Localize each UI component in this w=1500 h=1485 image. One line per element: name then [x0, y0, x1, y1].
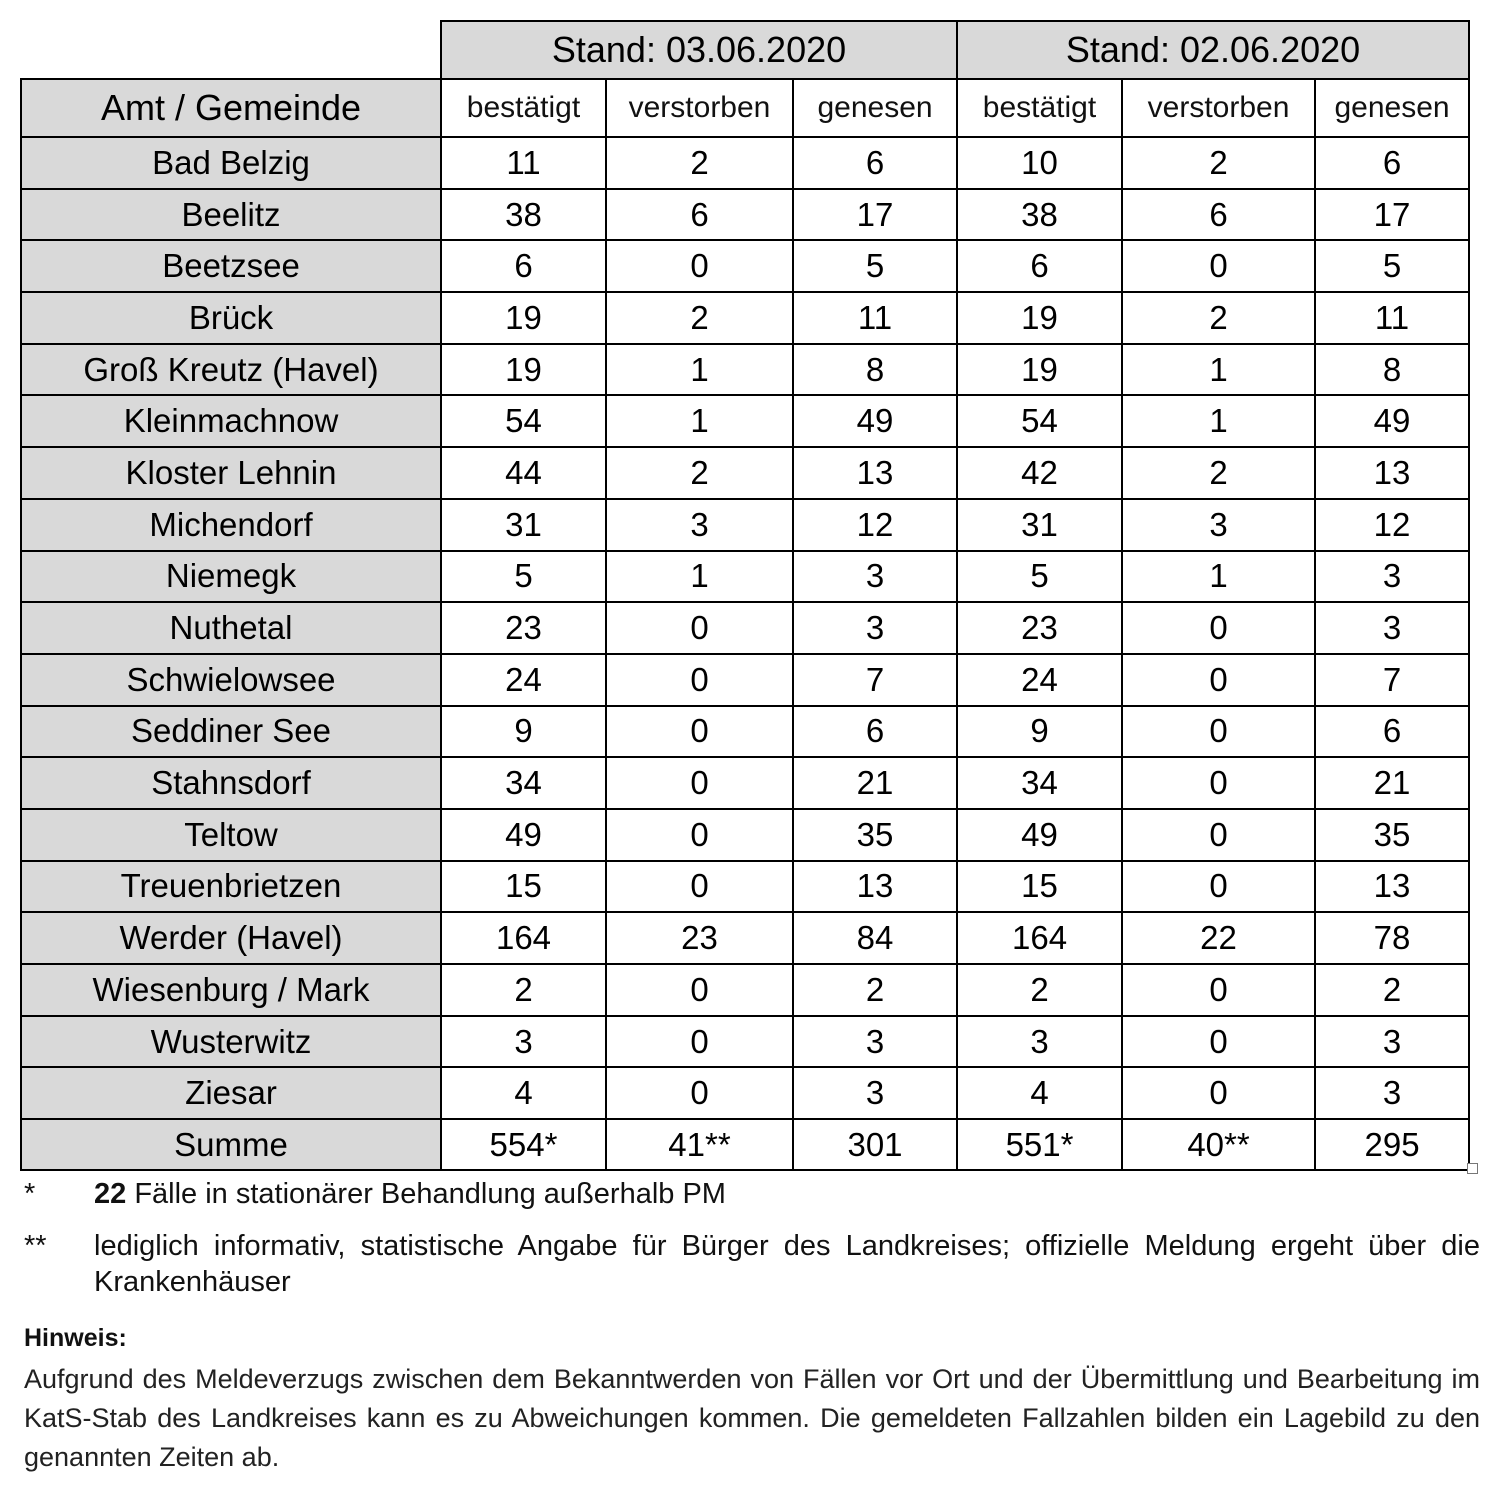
cell-confirmed-previous: 19 [957, 344, 1122, 396]
cell-deceased-previous: 1 [1122, 395, 1315, 447]
cell-confirmed-previous: 38 [957, 189, 1122, 241]
cell-recovered-current: 3 [793, 551, 957, 603]
cell-recovered-previous: 12 [1315, 499, 1469, 551]
cell-confirmed-current: 38 [441, 189, 606, 241]
cell-deceased-current: 2 [606, 137, 793, 189]
column-header-confirmed-current: bestätigt [441, 79, 606, 137]
table-row [21, 1067, 1469, 1119]
cell-deceased-current: 0 [606, 1016, 793, 1068]
cell-deceased-current: 1 [606, 551, 793, 603]
cell-recovered-current: 13 [793, 447, 957, 499]
cell-deceased-current: 23 [606, 912, 793, 964]
table-row [21, 499, 1469, 551]
cell-confirmed-current: 6 [441, 240, 606, 292]
cell-recovered-current: 35 [793, 809, 957, 861]
municipality-name: Wiesenburg / Mark [21, 964, 441, 1016]
cell-deceased-current: 0 [606, 706, 793, 758]
cell-deceased-previous: 0 [1122, 809, 1315, 861]
cell-confirmed-previous: 9 [957, 706, 1122, 758]
corner-label: Amt / Gemeinde [21, 79, 441, 137]
cell-deceased-previous: 1 [1122, 551, 1315, 603]
cell-confirmed-previous: 34 [957, 757, 1122, 809]
table-row [21, 344, 1469, 396]
cell-confirmed-previous: 2 [957, 964, 1122, 1016]
cell-deceased-current: 0 [606, 809, 793, 861]
municipality-name: Werder (Havel) [21, 912, 441, 964]
cell-recovered-previous: 5 [1315, 240, 1469, 292]
sum-confirmed-previous: 551* [957, 1119, 1122, 1170]
footnote-text: lediglich informativ, statistische Angabe für Bürger des Landkreises; offizielle Meldung ergeht über die Krankenhäuser [94, 1230, 1480, 1298]
municipality-name: Schwielowsee [21, 654, 441, 706]
table-row [21, 964, 1469, 1016]
cell-recovered-current: 6 [793, 706, 957, 758]
cell-confirmed-previous: 42 [957, 447, 1122, 499]
cell-deceased-previous: 0 [1122, 602, 1315, 654]
cell-deceased-current: 0 [606, 964, 793, 1016]
table-row [21, 654, 1469, 706]
hint-body: Aufgrund des Meldeverzugs zwischen dem Bekanntwerden von Fällen vor Ort und der Übermittlung und Bearbeitung im KatS-Stab des Landkreises kann es zu Abweichungen kommen. Die gemeldeten Fallzahlen bilden ein Lagebild zu den genannten Zeiten ab. [24, 1364, 1480, 1472]
cell-deceased-current: 0 [606, 654, 793, 706]
sum-recovered-current: 301 [793, 1119, 957, 1170]
table-row [21, 757, 1469, 809]
date-header-previous: Stand: 02.06.2020 [957, 21, 1469, 79]
table-row [21, 551, 1469, 603]
cell-deceased-previous: 0 [1122, 1016, 1315, 1068]
cell-recovered-current: 6 [793, 137, 957, 189]
cell-recovered-previous: 2 [1315, 964, 1469, 1016]
blank-corner-cell [21, 21, 441, 79]
cell-recovered-previous: 49 [1315, 395, 1469, 447]
cell-recovered-current: 13 [793, 861, 957, 913]
municipality-name: Bad Belzig [21, 137, 441, 189]
cell-recovered-current: 21 [793, 757, 957, 809]
footnote-marker: * [24, 1178, 36, 1210]
cell-deceased-current: 3 [606, 499, 793, 551]
municipality-name: Teltow [21, 809, 441, 861]
municipality-name: Beelitz [21, 189, 441, 241]
cell-deceased-previous: 0 [1122, 964, 1315, 1016]
table-row [21, 447, 1469, 499]
table-row [21, 189, 1469, 241]
column-header-recovered-previous: genesen [1315, 79, 1469, 137]
cell-confirmed-previous: 23 [957, 602, 1122, 654]
cell-deceased-previous: 0 [1122, 706, 1315, 758]
cell-confirmed-previous: 6 [957, 240, 1122, 292]
cell-recovered-previous: 13 [1315, 861, 1469, 913]
municipality-name: Groß Kreutz (Havel) [21, 344, 441, 396]
date-header-current: Stand: 03.06.2020 [441, 21, 957, 79]
cell-confirmed-current: 15 [441, 861, 606, 913]
cell-confirmed-current: 31 [441, 499, 606, 551]
cell-recovered-previous: 8 [1315, 344, 1469, 396]
cell-recovered-previous: 78 [1315, 912, 1469, 964]
municipality-name: Nuthetal [21, 602, 441, 654]
cell-recovered-previous: 3 [1315, 602, 1469, 654]
cell-confirmed-previous: 49 [957, 809, 1122, 861]
cell-recovered-current: 49 [793, 395, 957, 447]
cell-recovered-previous: 17 [1315, 189, 1469, 241]
column-header-confirmed-previous: bestätigt [957, 79, 1122, 137]
cell-recovered-previous: 7 [1315, 654, 1469, 706]
cell-confirmed-current: 5 [441, 551, 606, 603]
cell-recovered-current: 12 [793, 499, 957, 551]
footnote-text [94, 1176, 1480, 1212]
cell-recovered-current: 2 [793, 964, 957, 1016]
date-header-row [21, 21, 1469, 79]
table-row [21, 292, 1469, 344]
cell-recovered-previous: 3 [1315, 1067, 1469, 1119]
cell-confirmed-previous: 10 [957, 137, 1122, 189]
municipality-name: Michendorf [21, 499, 441, 551]
table-row [21, 137, 1469, 189]
cell-deceased-current: 6 [606, 189, 793, 241]
case-table [20, 20, 1470, 1171]
cell-deceased-current: 0 [606, 861, 793, 913]
cell-recovered-previous: 11 [1315, 292, 1469, 344]
sum-confirmed-current: 554* [441, 1119, 606, 1170]
column-header-row [21, 79, 1469, 137]
cell-deceased-current: 0 [606, 602, 793, 654]
cell-confirmed-previous: 19 [957, 292, 1122, 344]
cell-recovered-current: 84 [793, 912, 957, 964]
footnote-marker: ** [24, 1230, 47, 1262]
cell-deceased-previous: 2 [1122, 292, 1315, 344]
cell-deceased-previous: 0 [1122, 240, 1315, 292]
cell-confirmed-current: 24 [441, 654, 606, 706]
cell-confirmed-current: 11 [441, 137, 606, 189]
cell-deceased-previous: 1 [1122, 344, 1315, 396]
hint-block [24, 1320, 1480, 1477]
table-row [21, 395, 1469, 447]
municipality-name: Beetzsee [21, 240, 441, 292]
cell-deceased-previous: 2 [1122, 137, 1315, 189]
cell-recovered-previous: 6 [1315, 137, 1469, 189]
cell-deceased-current: 1 [606, 344, 793, 396]
sum-deceased-previous: 40** [1122, 1119, 1315, 1170]
cell-recovered-previous: 21 [1315, 757, 1469, 809]
table-row [21, 240, 1469, 292]
cell-recovered-current: 17 [793, 189, 957, 241]
cell-confirmed-current: 164 [441, 912, 606, 964]
sum-label: Summe [21, 1119, 441, 1170]
cell-recovered-previous: 3 [1315, 1016, 1469, 1068]
table-row [21, 912, 1469, 964]
cell-deceased-current: 0 [606, 240, 793, 292]
municipality-name: Wusterwitz [21, 1016, 441, 1068]
cell-deceased-previous: 0 [1122, 1067, 1315, 1119]
cell-confirmed-current: 19 [441, 292, 606, 344]
cell-deceased-previous: 22 [1122, 912, 1315, 964]
municipality-name: Kloster Lehnin [21, 447, 441, 499]
cell-recovered-previous: 13 [1315, 447, 1469, 499]
municipality-name: Ziesar [21, 1067, 441, 1119]
municipality-name: Stahnsdorf [21, 757, 441, 809]
cell-confirmed-current: 23 [441, 602, 606, 654]
cell-confirmed-previous: 54 [957, 395, 1122, 447]
cell-recovered-current: 3 [793, 1067, 957, 1119]
footnote-body: Fälle in stationärer Behandlung außerhalb PM [126, 1178, 726, 1210]
cell-recovered-current: 3 [793, 602, 957, 654]
cell-confirmed-previous: 24 [957, 654, 1122, 706]
cell-deceased-previous: 3 [1122, 499, 1315, 551]
hint-title: Hinweis: [24, 1324, 127, 1352]
cell-confirmed-current: 2 [441, 964, 606, 1016]
cell-deceased-current: 0 [606, 1067, 793, 1119]
municipality-name: Brück [21, 292, 441, 344]
cell-confirmed-current: 54 [441, 395, 606, 447]
cell-deceased-current: 0 [606, 757, 793, 809]
column-header-recovered-current: genesen [793, 79, 957, 137]
cell-deceased-previous: 0 [1122, 757, 1315, 809]
municipality-name: Treuenbrietzen [21, 861, 441, 913]
cell-deceased-previous: 0 [1122, 654, 1315, 706]
cell-confirmed-current: 19 [441, 344, 606, 396]
cell-deceased-current: 2 [606, 292, 793, 344]
cell-confirmed-previous: 3 [957, 1016, 1122, 1068]
cell-confirmed-current: 4 [441, 1067, 606, 1119]
cell-recovered-current: 7 [793, 654, 957, 706]
cell-confirmed-current: 49 [441, 809, 606, 861]
cell-deceased-current: 2 [606, 447, 793, 499]
cell-confirmed-current: 44 [441, 447, 606, 499]
cell-recovered-previous: 6 [1315, 706, 1469, 758]
municipality-name: Seddiner See [21, 706, 441, 758]
cell-recovered-current: 3 [793, 1016, 957, 1068]
column-header-deceased-current: verstorben [606, 79, 793, 137]
municipality-name: Niemegk [21, 551, 441, 603]
footnote-2 [24, 1228, 1480, 1308]
municipality-name: Kleinmachnow [21, 395, 441, 447]
cell-confirmed-previous: 164 [957, 912, 1122, 964]
table-row [21, 809, 1469, 861]
cell-confirmed-current: 3 [441, 1016, 606, 1068]
sum-recovered-previous: 295 [1315, 1119, 1469, 1170]
table-row [21, 706, 1469, 758]
column-header-deceased-previous: verstorben [1122, 79, 1315, 137]
table-row [21, 602, 1469, 654]
cell-recovered-current: 5 [793, 240, 957, 292]
cell-confirmed-current: 9 [441, 706, 606, 758]
cell-confirmed-previous: 31 [957, 499, 1122, 551]
cell-confirmed-current: 34 [441, 757, 606, 809]
sum-deceased-current: 41** [606, 1119, 793, 1170]
cell-confirmed-previous: 4 [957, 1067, 1122, 1119]
footnote-1 [24, 1176, 1480, 1216]
cell-recovered-current: 8 [793, 344, 957, 396]
sum-row [21, 1119, 1469, 1170]
cell-confirmed-previous: 15 [957, 861, 1122, 913]
cell-recovered-current: 11 [793, 292, 957, 344]
cell-deceased-previous: 0 [1122, 861, 1315, 913]
resize-handle[interactable] [1467, 1163, 1478, 1174]
footnote-count: 22 [94, 1178, 127, 1210]
cell-confirmed-previous: 5 [957, 551, 1122, 603]
cell-deceased-previous: 6 [1122, 189, 1315, 241]
table-row [21, 1016, 1469, 1068]
cell-recovered-previous: 3 [1315, 551, 1469, 603]
cell-recovered-previous: 35 [1315, 809, 1469, 861]
cell-deceased-previous: 2 [1122, 447, 1315, 499]
cell-deceased-current: 1 [606, 395, 793, 447]
table-row [21, 861, 1469, 913]
